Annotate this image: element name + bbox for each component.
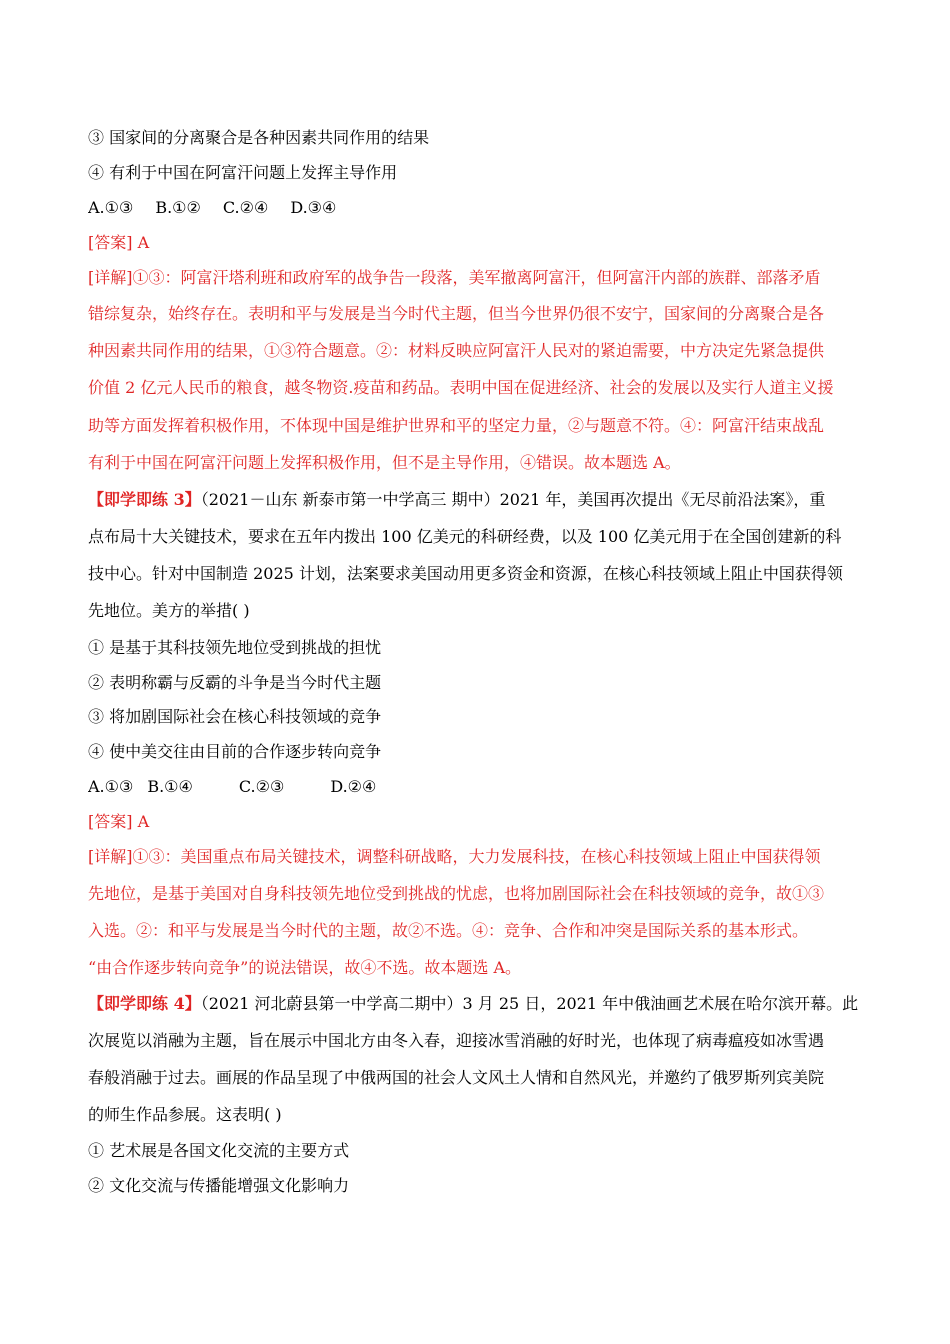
q2-option-4: ④ 有利于中国在阿富汗问题上发挥主导作用 <box>88 163 398 182</box>
q3-stem-text: （2021－山东 新泰市第一中学高三 期中）2021 年，美国再次提出《无尽前沿法案》，重 <box>200 490 826 509</box>
q4-stem-line: 的师生作品参展。这表明( ) <box>88 1105 282 1124</box>
q4-option: ① 艺术展是各国文化交流的主要方式 <box>88 1141 350 1160</box>
q4-option: ② 文化交流与传播能增强文化影响力 <box>88 1176 350 1195</box>
q3-detail-line: 先地位，是基于美国对自身科技领先地位受到挑战的忧虑，也将加剧国际社会在科技领域的竞争，故①③ <box>88 884 825 903</box>
q2-detail-line: 错综复杂，始终存在。表明和平与发展是当今时代主题，但当今世界仍很不安宁，国家间的分离聚合是各 <box>88 304 825 323</box>
q2-option-3: ③ 国家间的分离聚合是各种因素共同作用的结果 <box>88 128 430 147</box>
q2-detail-line: 有利于中国在阿富汗问题上发挥积极作用，但不是主导作用，④错误。故本题选 A。 <box>88 453 681 472</box>
q2-detail-line: [详解]①③：阿富汗塔利班和政府军的战争告一段落，美军撤离阿富汗，但阿富汗内部的族群、部落矛盾 <box>88 268 821 287</box>
q3-choice-c: C.②③ <box>238 777 285 796</box>
q4-stem-first <box>88 994 863 1016</box>
q3-choice-d: D.②④ <box>330 777 377 796</box>
q4-stem-line: 春般消融于过去。画展的作品呈现了中俄两国的社会人文风土人情和自然风光，并邀约了俄罗斯列宾美院 <box>88 1068 825 1087</box>
q3-stem-line: 先地位。美方的举措( ) <box>88 601 250 620</box>
q3-option: ③ 将加剧国际社会在核心科技领域的竞争 <box>88 707 382 726</box>
q3-detail-line: 入选。②：和平与发展是当今时代的主题，故②不选。④：竞争、合作和冲突是国际关系的基本形式。 <box>88 921 809 940</box>
q3-option: ② 表明称霸与反霸的斗争是当今时代主题 <box>88 673 382 692</box>
q4-tag: 【即学即练 4】 <box>88 994 201 1013</box>
q2-choice-b: B.①② <box>155 198 201 217</box>
q2-choice-c: C.②④ <box>222 198 269 217</box>
q3-detail-line: “由合作逐步转向竞争”的说法错误，故④不选。故本题选 A。 <box>88 958 522 977</box>
q3-choice-b: B.①④ <box>147 777 193 796</box>
q2-choice-a: A.①③ <box>88 198 134 217</box>
q2-detail-line: 价值 2 亿元人民币的粮食，越冬物资.疫苗和药品。表明中国在促进经济、社会的发展以及实行人道主义援 <box>88 378 834 397</box>
q3-stem-first <box>88 490 863 512</box>
q4-stem-line: 次展览以消融为主题，旨在展示中国北方由冬入春，迎接冰雪消融的好时光，也体现了病毒瘟疫如冰雪遇 <box>88 1031 825 1050</box>
q3-answer: [答案] A <box>88 812 150 831</box>
q3-option: ④ 使中美交往由目前的合作逐步转向竞争 <box>88 742 382 761</box>
q3-choice-a: A.①③ <box>88 777 134 796</box>
q3-stem-line: 技中心。针对中国制造 2025 计划，法案要求美国动用更多资金和资源，在核心科技领域上阻止中国获得领 <box>88 564 843 583</box>
q3-choices <box>88 777 863 799</box>
q2-choice-d: D.③④ <box>290 198 337 217</box>
q2-detail-line: 助等方面发挥着积极作用，不体现中国是维护世界和平的坚定力量，②与题意不符。④：阿富汗结束战乱 <box>88 416 825 435</box>
q2-detail-line: 种因素共同作用的结果，①③符合题意。②：材料反映应阿富汗人民对的紧迫需要，中方决定先紧急提供 <box>88 341 825 360</box>
q3-detail-line: [详解]①③：美国重点布局关键技术，调整科研战略，大力发展科技，在核心科技领域上阻止中国获得领 <box>88 847 821 866</box>
q4-stem-text: （2021 河北蔚县第一中学高二期中）3 月 25 日，2021 年中俄油画艺术展在哈尔滨开幕。此 <box>200 994 859 1013</box>
q2-answer: [答案] A <box>88 233 150 252</box>
q2-choices <box>88 198 863 220</box>
q3-stem-line: 点布局十大关键技术，要求在五年内拨出 100 亿美元的科研经费，以及 100 亿美元用于在全国创建新的科 <box>88 527 842 546</box>
q3-tag: 【即学即练 3】 <box>88 490 201 509</box>
q3-option: ① 是基于其科技领先地位受到挑战的担忧 <box>88 638 382 657</box>
